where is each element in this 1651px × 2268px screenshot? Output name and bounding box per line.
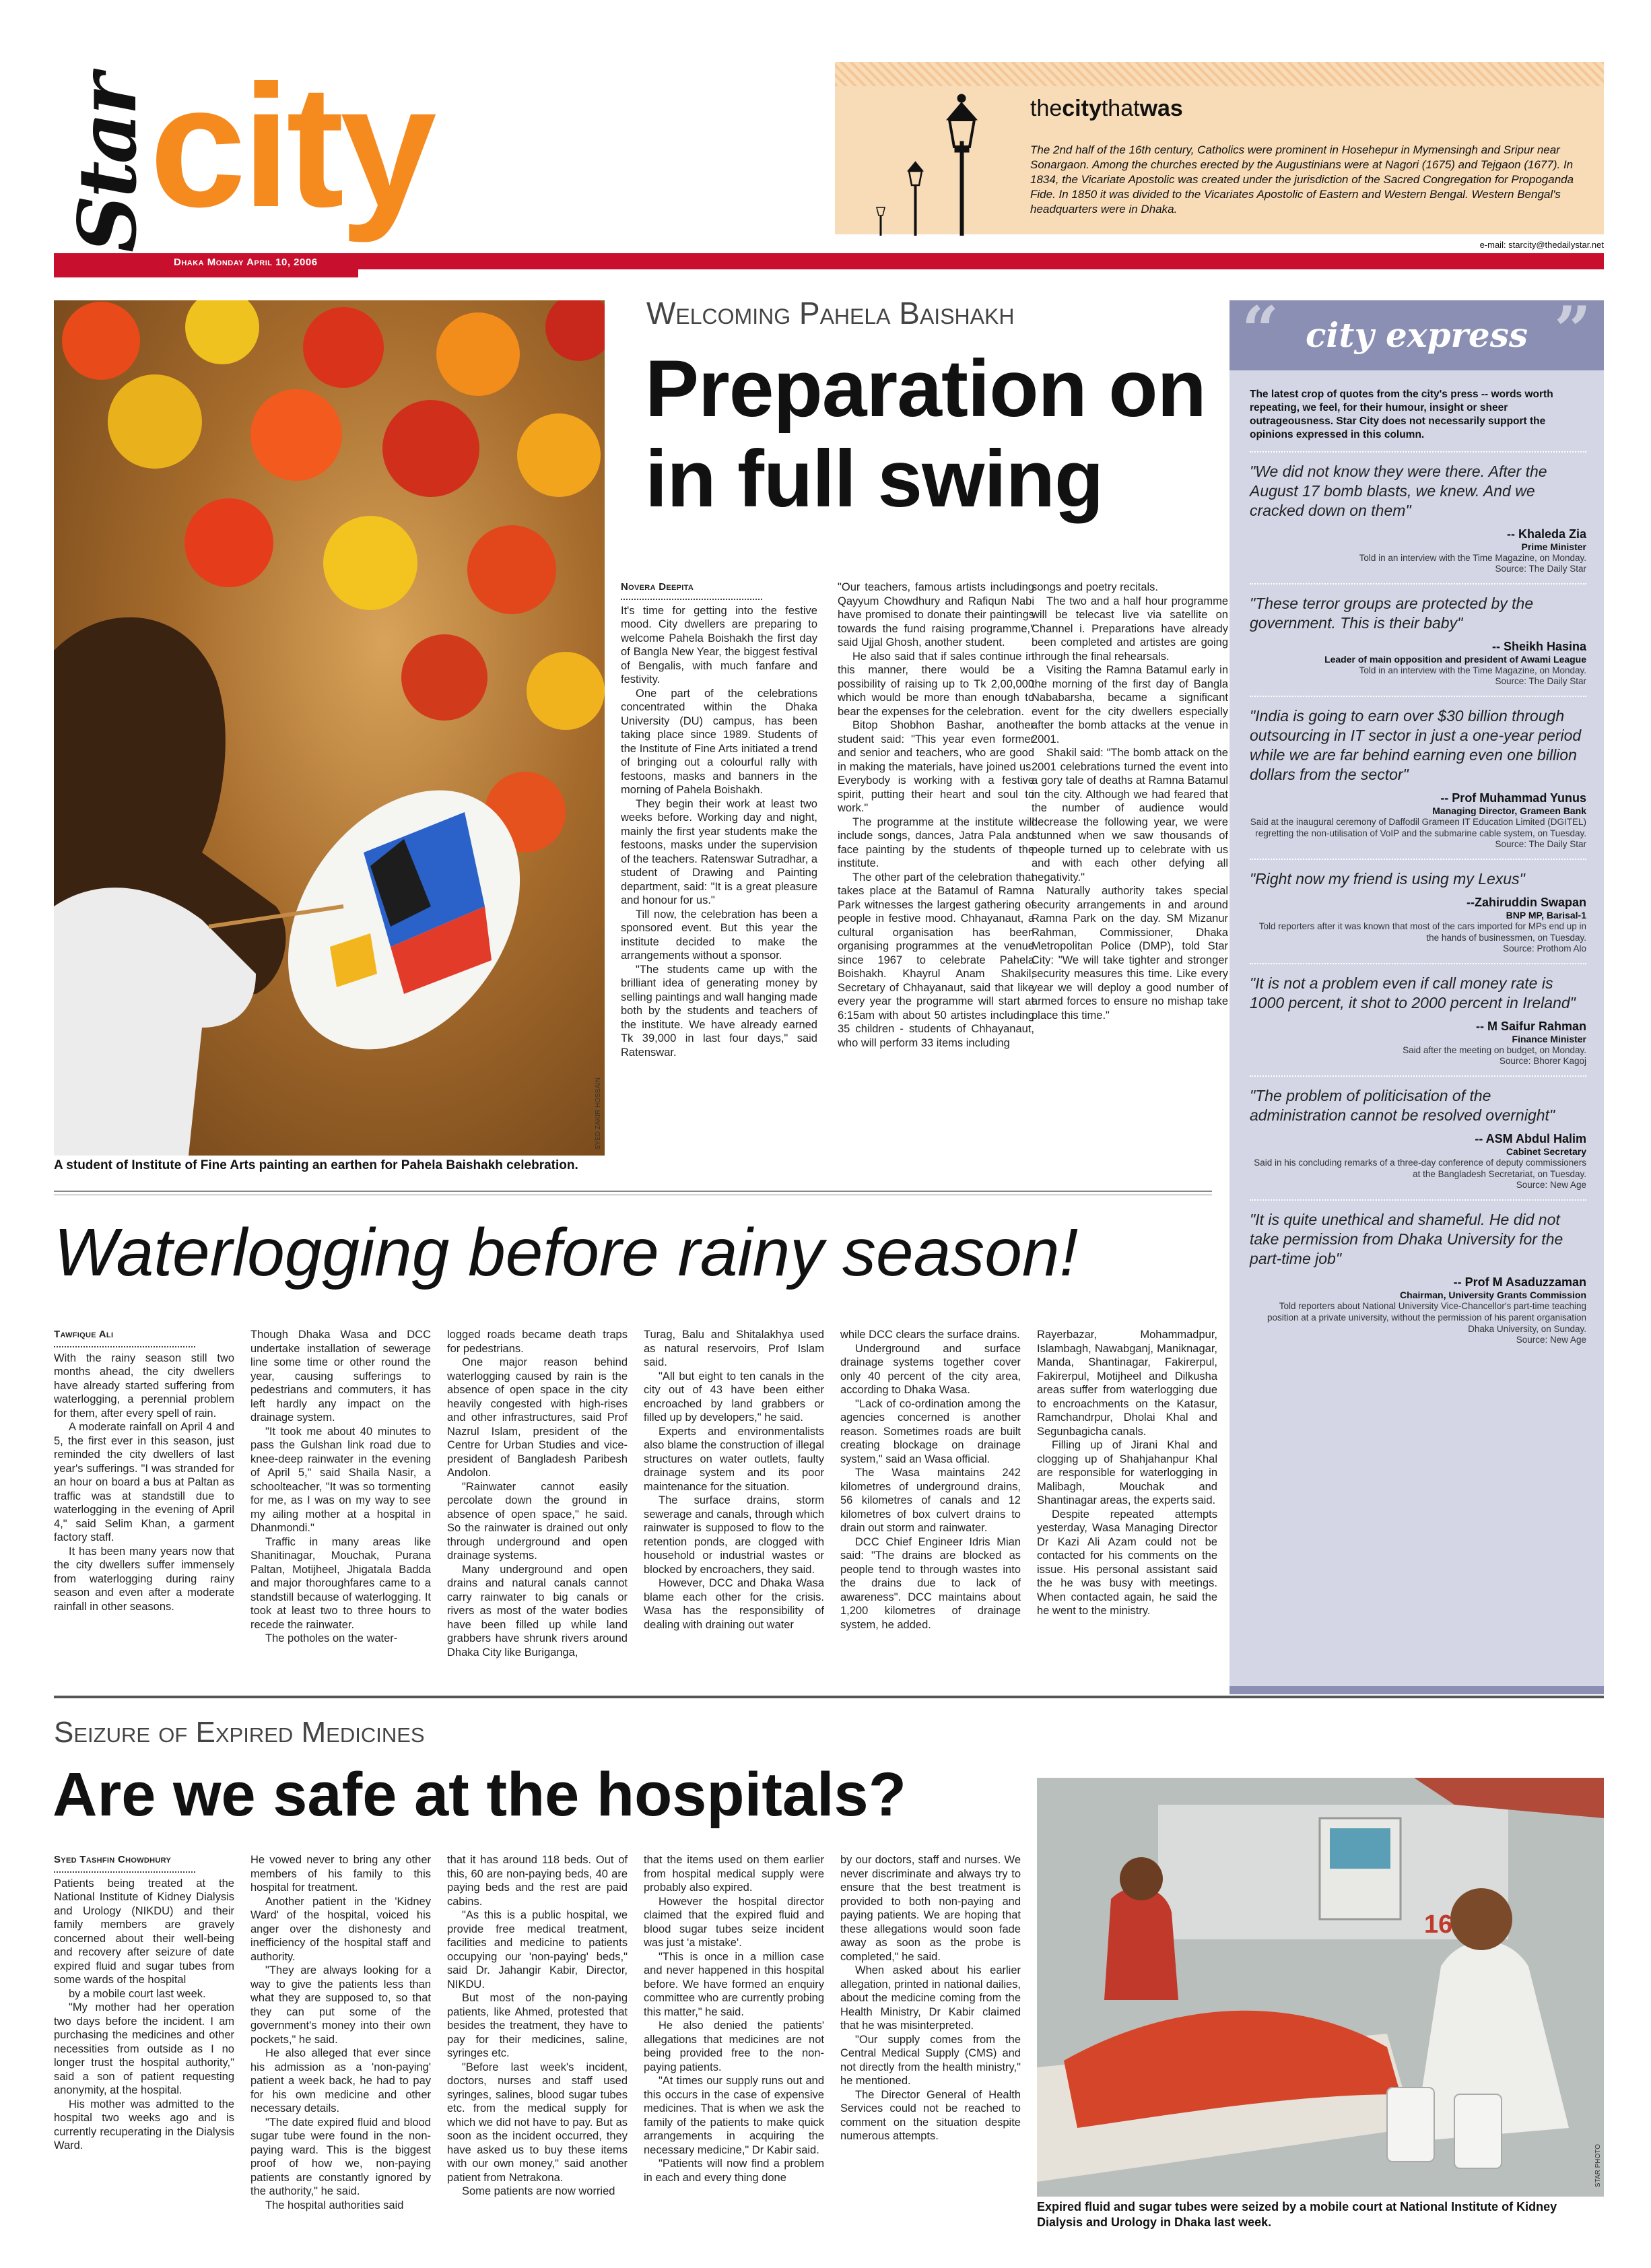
quote-divider <box>1250 583 1586 585</box>
hospital-ward-image <box>1037 1778 1604 2197</box>
nurse-figure <box>1104 1888 1178 2000</box>
fluid-bottle <box>1387 2088 1434 2162</box>
quote-item: "These terror groups are protected by the government. This is their baby" -- Sheikh Hasina Leader of main opposition and president of Awami League Told in an interview with the Time Magazine, on Monday. Source: The Daily Star <box>1250 595 1586 686</box>
story1-photo <box>54 300 605 1156</box>
story1-caption: A student of Institute of Fine Arts painting an earthen for Pahela Baishakh celebration. <box>54 1158 578 1172</box>
city-that-was-stripe <box>835 62 1604 86</box>
story3-col4: that the items used on them earlier from hospital medical supply were probably also expired. However the hospital director claimed that the expired fluid and blood sugar tubes seize incident was just 'a mistake'. "This is once in a million case and never happened in this hospital before. We have formed an enquiry committee who are currently probing this matter," he said. He also denied the patients' allegations that medicines are not being provided free to the non-paying patients. "At times our supply runs out and this occurs in the case of expensive medicines. That is when we ask the family of the patients to make quick arrangements in acquiring the necessary medicine," Dr Kabir said. "Patients will now find a problem in each and every thing done <box>644 1854 824 2184</box>
divider-1 <box>54 1191 1212 1192</box>
city-express-panel <box>1229 292 1604 1694</box>
story2-col6: Rayerbazar, Mohammadpur, Islambagh, Nawabganj, Maniknagar, Manda, Shantinagar, Fakirerpul, Fakirerpul, Motijheel and Dilkusha areas suffer from waterlogging due to encroachments on the Katasur, Ramchandrpur, Dholai Khal and Segunbagicha canals. Filling up of Jirani Khal and clogging up of Shahjahanpur Khal are responsible for waterlogging in Malibagh, Mouchak and Shantinagar areas, the experts said. Despite repeated attempts yesterday, Wasa Managing Director Dr Kazi Ali Azam could not be contacted for his comments on the issue. His personal assistant said the he was busy with meetings. When contacted again, he said the he went to the ministry. <box>1037 1329 1217 1617</box>
quote-divider <box>1250 963 1586 964</box>
story2-col2: Though Dhaka Wasa and DCC undertake installation of sewerage line some time or other round the year, causing sufferings to pedestrians and commuters, it has left hardly any impact on the drainage system. "It took me about 40 minutes to pass the Gulshan link road due to knee-deep rainwater in the evening of April 5," said Shaila Nasir, a schoolteacher, "It was so tormenting for me, as I was on my way to see my ailing mother at a hospital in Dhanmondi." Traffic in many areas like Shanitinagar, Mouchak, Purana Paltan, Motijheel, Jhigatala Badda and major thoroughfares came to a standstill because of waterlogging. It took at least two to three hours to recede the rainwater. The potholes on the water- <box>250 1329 431 1644</box>
email-line: e-mail: starcity@thedailystar.net <box>1479 240 1604 250</box>
quote-divider <box>1250 859 1586 860</box>
quote-divider <box>1250 1075 1586 1077</box>
story1-col2: "Our teachers, famous artists including Qayyum Chowdhury and Rafiqun Nabi have promised to donate their paintings towards the fund raising programme," said Ujjal Ghosh, another student. He also said that if sales continue in this manner, there would be a possibility of raising up to Tk 2,00,000 which would be more than enough to bear the expenses for the celebration. Bitop Shobhon Bashar, another student said: "This year even former and senior and teachers, who are good in making the materials, have joined us. Everybody is working with a festive spirit, putting their heart and soul to work." The programme at the institute will include songs, dances, Jatra Pala and face painting by the students of the institute. The other part of the celebration that takes place at the Batamul of Ramna Park witnesses the largest gathering of people in festive mood. Chhayanaut, a cultural organisation has been organising programmes at the venue since 1967 to celebrate Pahela Boishakh. Khayrul Anam Shakil, Secretary of Chhayanaut, said that like every year the programme will start at 6:15am with about 50 artistes including 35 children - students of Chhayanaut, who will perform 33 items including <box>838 581 1034 1049</box>
story3-col5: by our doctors, staff and nurses. We never discriminate and always try to ensure that the best treatment is provided to both non-paying and paying patients. We are hoping that these allegations would soon fade away as soon as the probe is completed," he said. When asked about his earlier allegation, printed in national dailies, about the medicine coming from the Health Ministry, Dr Kabir claimed that he was misinterpreted. "Our supply comes from the Central Medical Supply (CMS) and not directly from the health ministry," he mentioned. The Director General of Health Services could not be reached to comment on the situation despite numerous attempts. <box>840 1854 1021 2142</box>
painting-artist-image <box>54 300 605 1156</box>
street-lamp-icon <box>848 88 1017 236</box>
section-title: city <box>149 48 433 243</box>
story2-byline: Tawfique Ali <box>54 1329 114 1340</box>
byline-dots <box>54 1342 195 1347</box>
story3-caption: Expired fluid and sugar tubes were seized by a mobile court at National Institute of Kidney Dialysis and Urology in Dhaka last week. <box>1037 2200 1557 2229</box>
story3-byline: Syed Tashfin Chowdhury <box>54 1854 172 1865</box>
story1-byline: Novera Deepita <box>621 581 694 593</box>
story1-col3: songs and poetry recitals. The two and a half hour programme will be telecast live via satellite on Channel i. Preparations have already been completed and artistes are going through the final rehearsals. Visiting the Ramna Batamul early in the morning of the first day of Bangla Nababarsha, became a significant event for the city dwellers especially after the bomb attacks at the venue in 2001. Shakil said: "The bomb attack on the 2001 celebrations turned the event into a gory tale of deaths at Ramna Batamul in the city. Although we had feared that the number of audience would decrease the following year, we were stunned when we saw thousands of people turned up to celebrate with us and with each other defying all negativity." Naturally authority takes special security arrangements in and around Ramna Park on the day. SM Mizanur Rahman, Commissioner, Dhaka Metropolitan Police (DMP), told Star City: "We will take tighter and stronger security measures this time. Like every year we will deploy a good number of armed forces to ensure no mishap take place this time." <box>1032 581 1228 1022</box>
quote-divider <box>1250 1199 1586 1201</box>
story3-photo <box>1037 1778 1604 2197</box>
quote-item: "The problem of politicisation of the administration cannot be resolved overnight" -- ASM Abdul Halim Cabinet Secretary Said in his concluding remarks of a three-day conference of deputy commissioners at the Bangladesh Secretariat, on Tuesday. Source: New Age <box>1250 1087 1586 1190</box>
star-logo: Star <box>61 75 154 253</box>
story2-col5: while DCC clears the surface drains. Underground and surface drainage systems together cover only 40 percent of the city area, according to Dhaka Wasa. "Lack of co-ordination among the agencies concerned is another reason. Sometimes roads are built creating blockage on drainage system," said an Wasa official. The Wasa maintains 242 kilometres of underground drains, 56 kilometres of canals and 12 kilometres of box culvert drains to drain out storm and rainwater. DCC Chief Engineer Idris Mian said: "The drains are blocked as people tend to through wastes into the drains due to lack of awareness". DCC maintains about 1,200 kilometres of drainage system, he added. <box>840 1329 1021 1631</box>
story3-kicker: Seizure of Expired Medicines <box>54 1716 425 1749</box>
svg-text:16: 16 <box>1424 1910 1453 1939</box>
dateline: Dhaka Monday April 10, 2006 <box>174 257 318 268</box>
quote-item: "Right now my friend is using my Lexus" --Zahiruddin Swapan BNP MP, Barisal-1 Told reporters after it was known that most of the cars imported for MPs end up in the hands of businessmen, on Tuesday. Source: Prothom Alo <box>1250 870 1586 954</box>
fluid-bottle <box>1454 2094 1502 2168</box>
quote-divider <box>1250 696 1586 697</box>
story2-col1: Tawfique Ali With the rainy season still two months ahead, the city dwellers have already started suffering from waterlogging, a perennial problem for them, after every spell of rain. A moderate rainfall on April 4 and 5, the first ever in this season, just reminded the city dwellers of last year's sufferings. "I was stranded for an hour on board a bus at Paltan as traffic was at standstill due to waterlogging in the evening of April 4," said Selim Khan, a garment factory staff. It has been many years now that the city dwellers suffer immensely from waterlogging during rainy season and even after a moderate rainfall in other seasons. <box>54 1329 234 1613</box>
story1-headline: Preparation on in full swing <box>645 343 1206 524</box>
story1-photo-credit: SYED ZAKIR HOSSAIN <box>595 1077 602 1150</box>
story3-headline: Are we safe at the hospitals? <box>53 1760 906 1829</box>
dateline-stub <box>54 269 358 277</box>
story3-col3: that it has around 118 beds. Out of this, 60 are non-paying beds, 40 are paying beds and the rest are paid cabins. "As this is a public hospital, we provide free medical treatment, facilities and medicine to patients occupying our 'non-paying' beds," said Dr. Jahangir Kabir, Director, NIKDU. But most of the non-paying patients, like Ahmed, protested that besides the treatment, they have to pay for their medicines, saline, syringes etc. "Before last week's incident, doctors, nurses and staff used syringes, salines, blood sugar tubes etc. from the medical supply for which we did not have to pay. But as soon as the incident occurred, they have asked us to buy these items with our own money," said another patient from Netrakona. Some patients are now worried <box>447 1854 628 2197</box>
quote-item: "It is quite unethical and shameful. He did not take permission from Dhaka University for the part-time job" -- Prof M Asaduzzaman Chairman, University Grants Commission Told reporters about National University Vice-Chancellor's part-time teaching position at a private university, without the permission of his parent organisation Dhaka University, on Sunday. Source: New Age <box>1250 1211 1586 1345</box>
quote-close-icon: ” <box>1554 292 1592 368</box>
story2-headline: Waterlogging before rainy season! <box>54 1215 1079 1290</box>
story3-photo-credit: STAR PHOTO <box>1594 2144 1602 2188</box>
city-express-body <box>1250 388 1586 1345</box>
quote-open-icon: “ <box>1242 292 1279 368</box>
story3-col2: He vowed never to bring any other members of his family to this hospital for treatment. Another patient in the 'Kidney Ward' of the hospital, voiced his anger over the dishonesty and inefficiency of the hospital staff and authority. "They are always looking for a way to give the patients less than what they are supposed to, so that they can put some of the government's money into their own pockets," he said. He also alleged that ever since his admission as a 'non-paying' patient a week back, he had to pay for his own medicine and other necessary details. "The date expired fluid and blood sugar tube were found in the non-paying ward. This is the biggest proof of how we, non-paying patients are constantly ignored by the authority," he said. The hospital authorities said <box>250 1854 431 2211</box>
city-that-was-text: The 2nd half of the 16th century, Catholics were prominent in Hosehepur in Mymensingh and Sripur near Sonargaon. Among the churches erected by the Augustinians were at Nagori (1675) and Tejgaon (1677). In 1834, the Vicariate Apostolic was created under the jurisdiction of the Sacred Congregation for Propoganda Fide. In 1850 it was divided to the Vicariates Apostolic of Eastern and Western Bengal. Western Bengal's headquarters were in Dhaka. <box>1030 143 1574 215</box>
quote-item: "India is going to earn over $30 billion through outsourcing in IT sector in just a one-year period while we are far behind earning even one billion dollars from the sector" -- Prof Muhammad Yunus Managing Director, Grameen Bank Said at the inaugural ceremony of Daffodil Grameen IT Education Limited (DGITEL) regretting the non-utilisation of VoIP and the submarine cable system, on Tuesday. Source: The Daily Star <box>1250 707 1586 849</box>
quote-item: "It is not a problem even if call money rate is 1000 percent, it shot to 2000 percent in Ireland" -- M Saifur Rahman Finance Minister Said after the meeting on budget, on Monday. Source: Bhorer Kagoj <box>1250 974 1586 1066</box>
story3-col1: Syed Tashfin Chowdhury Patients being treated at the National Institute of Kidney Dialysis and Urology (NIKDU) and their family members are gravely concerned about their well-being and recovery after seizure of date expired fluid and sugar tubes from some wards of the hospital by a mobile court last week. "My mother had her operation two days before the incident. I am purchasing the medicines and other necessities from outside as I no longer trust the hospital authority," said a son of patient requesting anonymity, at the hospital. His mother was admitted to the hospital two weeks ago and is currently recuperating in the Dialysis Ward. <box>54 1854 234 2152</box>
story1-col1: Novera Deepita It's time for getting into the festive mood. City dwellers are preparing to welcome Pahela Boishakh the first day of Bangla New Year, the biggest festival of Bengalis, with much fanfare and festivity. One part of the celebrations concentrated within the Dhaka University (DU) campus, has been taking place since 1989. Students of the Institute of Fine Arts initiated a trend of bringing out a colourful rally with festoons, masks and banners in the morning of Pahela Boishakh. They begin their work at least two weeks before. Working day and night, mainly the first year students make the festoons, masks under the supervision of the teachers. Ratenswar Sutradhar, a student of Drawing and Painting department, said: "It is a great pleasure and honour for us." Till now, the celebration has been a sponsored event. But this year the institute decided to make the arrangements without a sponsor. "The students came up with the brilliant idea of generating money by selling paintings and wall hanging made both by the students and teachers of the institute. We have already earned Tk 39,000 in last four days," said Ratenswar. <box>621 581 817 1059</box>
city-express-title: city express <box>1305 315 1528 355</box>
city-express-header <box>1229 292 1604 370</box>
story1-kicker: Welcoming Pahela Baishakh <box>646 296 1015 331</box>
city-that-was-box <box>835 62 1604 234</box>
quote-divider <box>1250 451 1586 453</box>
city-express-intro: The latest crop of quotes from the city's press -- words worth repeating, we feel, for their humour, insight or sheer outrageousness. Star City does not necessarily support the opinions expressed in this column. <box>1250 389 1553 440</box>
story2-col3: logged roads became death traps for pedestrians. One major reason behind waterlogging caused by rain is the absence of open space in the city heavily congested with high-rises and other infrastructures, said Prof Nazrul Islam, president of the Centre for Urban Studies and vice-president of Bangladesh Paribesh Andolon. "Rainwater cannot easily percolate down the ground in absence of open space," he said. So the rainwater is drained out only through underground and open drainage systems. Many underground and open drains and natural canals cannot carry rainwater to big canals or rivers as most of the water bodies have been filled up while land grabbers have shrunk rivers around Dhaka City like Buriganga, <box>447 1329 628 1659</box>
story2-col4: Turag, Balu and Shitalakhya used as natural reservoirs, Prof Islam said. "All but eight to ten canals in the city out of 43 have been either encroached by land grabbers or filled up by developers," he said. Experts and environmentalists also blame the construction of illegal structures on water outlets, faulty drainage system and its poor maintenance for the situation. The surface drains, storm sewerage and canals, through which rainwater is supposed to flow to the retention ponds, are clogged with household or industrial wastes or blocked by encroachers, they said. However, DCC and Dhaka Wasa blame each other for the crisis. Wasa has the responsibility of dealing with draining out water <box>644 1329 824 1631</box>
quote-item: "We did not know they were there. After the August 17 bomb blasts, we knew. And we cracked down on them" -- Khaleda Zia Prime Minister Told in an interview with the Time Magazine, on Monday. Source: The Daily Star <box>1250 463 1586 574</box>
byline-dots <box>54 1867 195 1873</box>
divider-2 <box>54 1696 1604 1698</box>
byline-dots <box>621 595 762 600</box>
city-that-was-title: thecitythatwas <box>1030 96 1183 121</box>
